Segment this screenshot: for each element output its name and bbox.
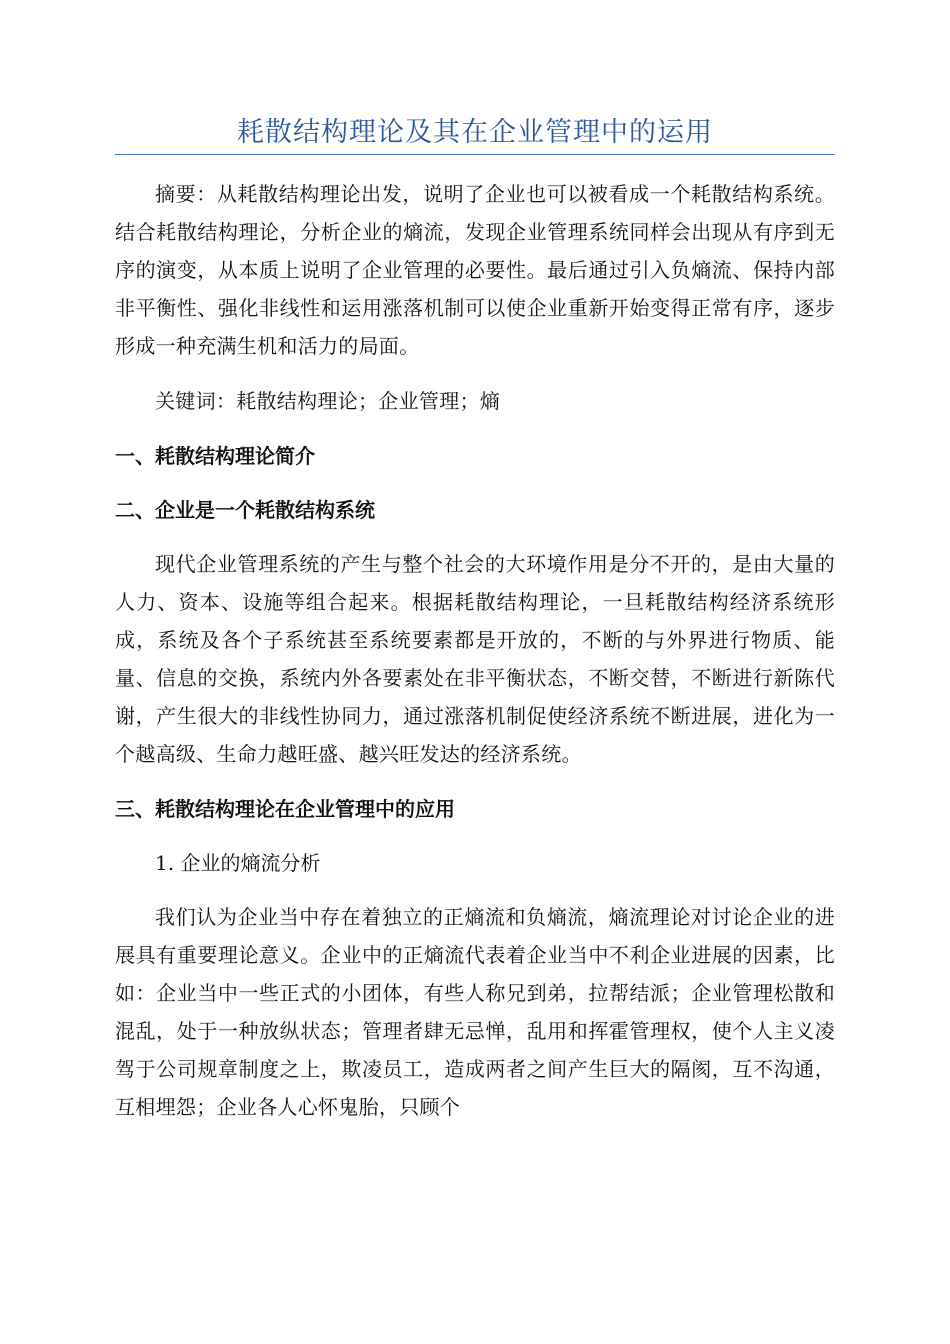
- document-page: [115, 112, 835, 1143]
- section-3-heading: 三、耗散结构理论在企业管理中的应用: [115, 797, 455, 821]
- subsection-1-heading: 1. 企业的熵流分析: [155, 851, 321, 875]
- title-underline: [115, 154, 835, 155]
- section-1-heading: 一、耗散结构理论简介: [115, 444, 315, 468]
- keywords-paragraph: 关键词：耗散结构理论；企业管理；熵: [155, 389, 501, 413]
- document-title: 耗散结构理论及其在企业管理中的运用: [237, 117, 713, 148]
- subsection-1-body: 我们认为企业当中存在着独立的正熵流和负熵流，熵流理论对讨论企业的进展具有重要理论意义。企业中的正熵流代表着企业当中不利企业进展的因素，比如：企业当中一些正式的小团体，有些人称兄到弟，拉帮结派；企业管理松散和混乱，处于一种放纵状态；管理者肆无忌惮，乱用和挥霍管理权，使个人主义凌驾于公司规章制度之上，欺凌员工，造成两者之间产生巨大的隔阂，互不沟通，互相埋怨；企业各人心怀鬼胎，只顾个: [115, 905, 835, 1119]
- section-2-heading: 二、企业是一个耗散结构系统: [115, 498, 375, 522]
- abstract-paragraph: 摘要：从耗散结构理论出发，说明了企业也可以被看成一个耗散结构系统。结合耗散结构理论，分析企业的熵流，发现企业管理系统同样会出现从有序到无序的演变，从本质上说明了企业管理的必要性。最后通过引入负熵流、保持内部非平衡性、强化非线性和运用涨落机制可以使企业重新开始变得正常有序，逐步形成一种充满生机和活力的局面。: [115, 182, 835, 358]
- section-2-body: 现代企业管理系统的产生与整个社会的大环境作用是分不开的，是由大量的人力、资本、设施等组合起来。根据耗散结构理论，一旦耗散结构经济系统形成，系统及各个子系统甚至系统要素都是开放的，不断的与外界进行物质、能量、信息的交换，系统内外各要素处在非平衡状态，不断交替，不断进行新陈代谢，产生很大的非线性协同力，通过涨落机制促使经济系统不断进展，进化为一个越高级、生命力越旺盛、越兴旺发达的经济系统。: [115, 552, 835, 766]
